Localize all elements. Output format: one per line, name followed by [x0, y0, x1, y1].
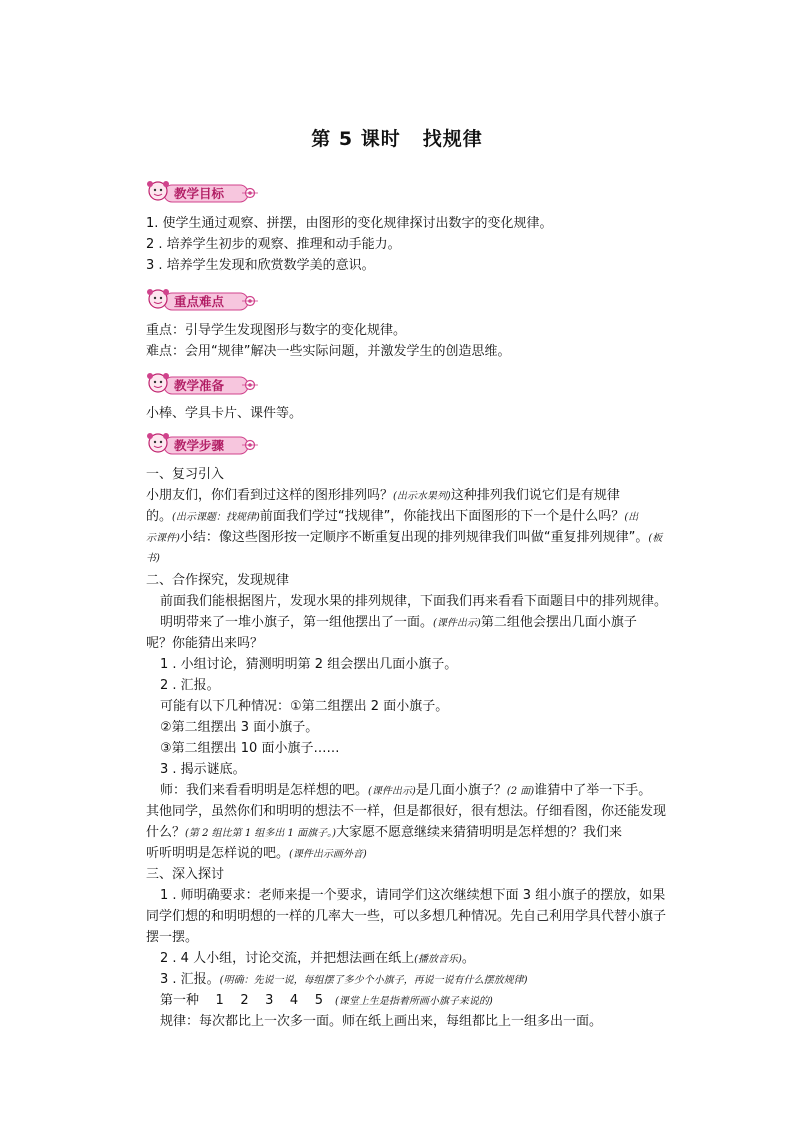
s1-line-1 [146, 487, 620, 506]
girl-mascot-icon [146, 370, 260, 398]
s2-text-e: 谁猜中了举一下手。 [534, 783, 652, 798]
s3-note-c: (课堂上生是指着所画小旗子来说的) [335, 996, 493, 1007]
badge-key-points-label: 重点难点 [174, 294, 225, 309]
s3-item-2 [160, 950, 475, 969]
s2-note-a: (课件出示) [433, 618, 481, 629]
s2-item-3: 可能有以下几种情况：①第二组摆出 2 面小旗子。 [160, 699, 449, 714]
s2-note-b: (课件出示) [368, 786, 416, 797]
badge-preparation-label: 教学准备 [174, 378, 225, 393]
objective-1: 1. 使学生通过观察、拼摆，由图形的变化规律探讨出数字的变化规律。 [146, 216, 553, 231]
s3-line-4 [160, 992, 493, 1011]
s1-line-2 [146, 508, 638, 527]
s2-line-3: 呢？你能猜出来吗？ [146, 636, 264, 651]
girl-mascot-icon [146, 286, 260, 314]
s2-text-d: 是几面小旗子？ [415, 783, 507, 798]
s2-line-7 [146, 845, 367, 864]
s1-note-b: (出示课题：找规律) [172, 512, 260, 523]
girl-mascot-icon [146, 178, 260, 206]
s1-note-c: (出 [624, 512, 639, 523]
s2-text-b: 第二组他会摆出几面小旗子 [480, 615, 637, 630]
lesson-number: 第 5 课时 [311, 128, 401, 150]
s2-line-2 [160, 614, 637, 633]
s2-note-e: (课件出示画外音) [289, 849, 367, 860]
s2-item-5: ③第二组摆出 10 面小旗子…… [160, 741, 340, 756]
difficulty: 难点：会用“规律”解决一些实际问题，并激发学生的创造思维。 [146, 344, 511, 359]
badge-key-points [146, 286, 260, 314]
s1-text-a: 小朋友们，你们看到过这样的图形排列吗？ [146, 488, 394, 503]
s2-text-f: 什么？ [146, 825, 186, 840]
s1-note-d: 示课件) [146, 533, 180, 544]
s2-text-c: 师：我们来看看明明是怎样想的吧。 [160, 783, 369, 798]
girl-mascot-icon [146, 430, 260, 458]
s2-item-6: 3 . 揭示谜底。 [160, 762, 246, 777]
badge-steps [146, 430, 260, 458]
page-title [0, 124, 794, 151]
s2-line-6 [146, 824, 622, 843]
lesson-topic: 找规律 [422, 128, 483, 150]
s3-line-1: 1 . 师明确要求：老师来提一个要求，请同学们这次继续想下面 3 组小旗子的摆放，如果 [160, 888, 666, 903]
s3-line-5: 规律：每次都比上一次多一面。师在纸上画出来，每组都比上一组多出一面。 [160, 1014, 603, 1029]
s3-line-2: 同学们想的和明明想的一样的几率大一些，可以多想几种情况。先自己利用学具代替小旗子 [146, 909, 667, 924]
s3-note-b: (明确：先说一说，每组摆了多少个小旗子，再说一说有什么摆放规律) [219, 975, 528, 986]
key-point: 重点：引导学生发现图形与数字的变化规律。 [146, 323, 407, 338]
s3-note-a: (播放音乐) [414, 954, 462, 965]
s3-text-b: 。 [461, 951, 475, 966]
badge-preparation [146, 370, 260, 398]
badge-objectives-label: 教学目标 [174, 186, 225, 201]
s2-text-a: 明明带来了一堆小旗子，第一组他摆出了一面。 [160, 615, 434, 630]
s3-text-c: 3 . 汇报。 [160, 972, 220, 987]
s3-line-3: 摆一摆。 [146, 930, 199, 945]
s2-item-4: ②第二组摆出 3 面小旗子。 [160, 720, 319, 735]
s1-text-c: 的。 [146, 509, 173, 524]
s2-text-g: 大家愿不愿意继续来猜猜明明是怎样想的？我们来 [335, 825, 622, 840]
badge-objectives [146, 178, 260, 206]
s1-text-e: 小结：像这些图形按一定顺序不断重复出现的排列规律我们叫做“重复排列规律”。 [179, 530, 649, 545]
s2-item-2: 2 . 汇报。 [160, 678, 220, 693]
section-3-heading: 三、深入探讨 [146, 867, 225, 882]
s3-text-d: 第一种 1 2 3 4 5 [160, 993, 324, 1008]
s1-note-a: (出示水果列) [393, 491, 451, 502]
badge-steps-label: 教学步骤 [174, 438, 225, 453]
s2-line-5: 其他同学，虽然你们和明明的想法不一样，但是都很好，很有想法。仔细看图，你还能发现 [146, 804, 667, 819]
section-1-heading: 一、复习引入 [146, 467, 225, 482]
preparation-text: 小棒、学具卡片、课件等。 [146, 406, 303, 421]
s1-text-b: 这种排列我们说它们是有规律 [450, 488, 620, 503]
s2-note-d: (第 2 组比第 1 组多出 1 面旗子。) [185, 828, 336, 839]
objective-3: 3 . 培养学生发现和欣赏数学美的意识。 [146, 258, 375, 273]
s1-line-3 [146, 529, 662, 548]
section-2-heading: 二、合作探究，发现规律 [146, 573, 290, 588]
s2-line-4 [160, 782, 651, 801]
s2-line-1: 前面我们能根据图片，发现水果的排列规律，下面我们再来看看下面题目中的排列规律。 [160, 594, 668, 609]
s2-note-c: (2 面) [506, 786, 535, 797]
objective-2: 2 . 培养学生初步的观察、推理和动手能力。 [146, 237, 401, 252]
s2-item-1: 1 . 小组讨论，猜测明明第 2 组会摆出几面小旗子。 [160, 657, 458, 672]
s1-note-e: (板 [648, 533, 663, 544]
s3-item-3 [160, 971, 527, 990]
s2-text-h: 听听明明是怎样说的吧。 [146, 846, 290, 861]
s1-line-4: 书) [146, 553, 160, 564]
s1-text-d: 前面我们学过“找规律”，你能找出下面图形的下一个是什么吗？ [259, 509, 625, 524]
s3-text-a: 2 . 4 人小组，讨论交流，并把想法画在纸上 [160, 951, 415, 966]
